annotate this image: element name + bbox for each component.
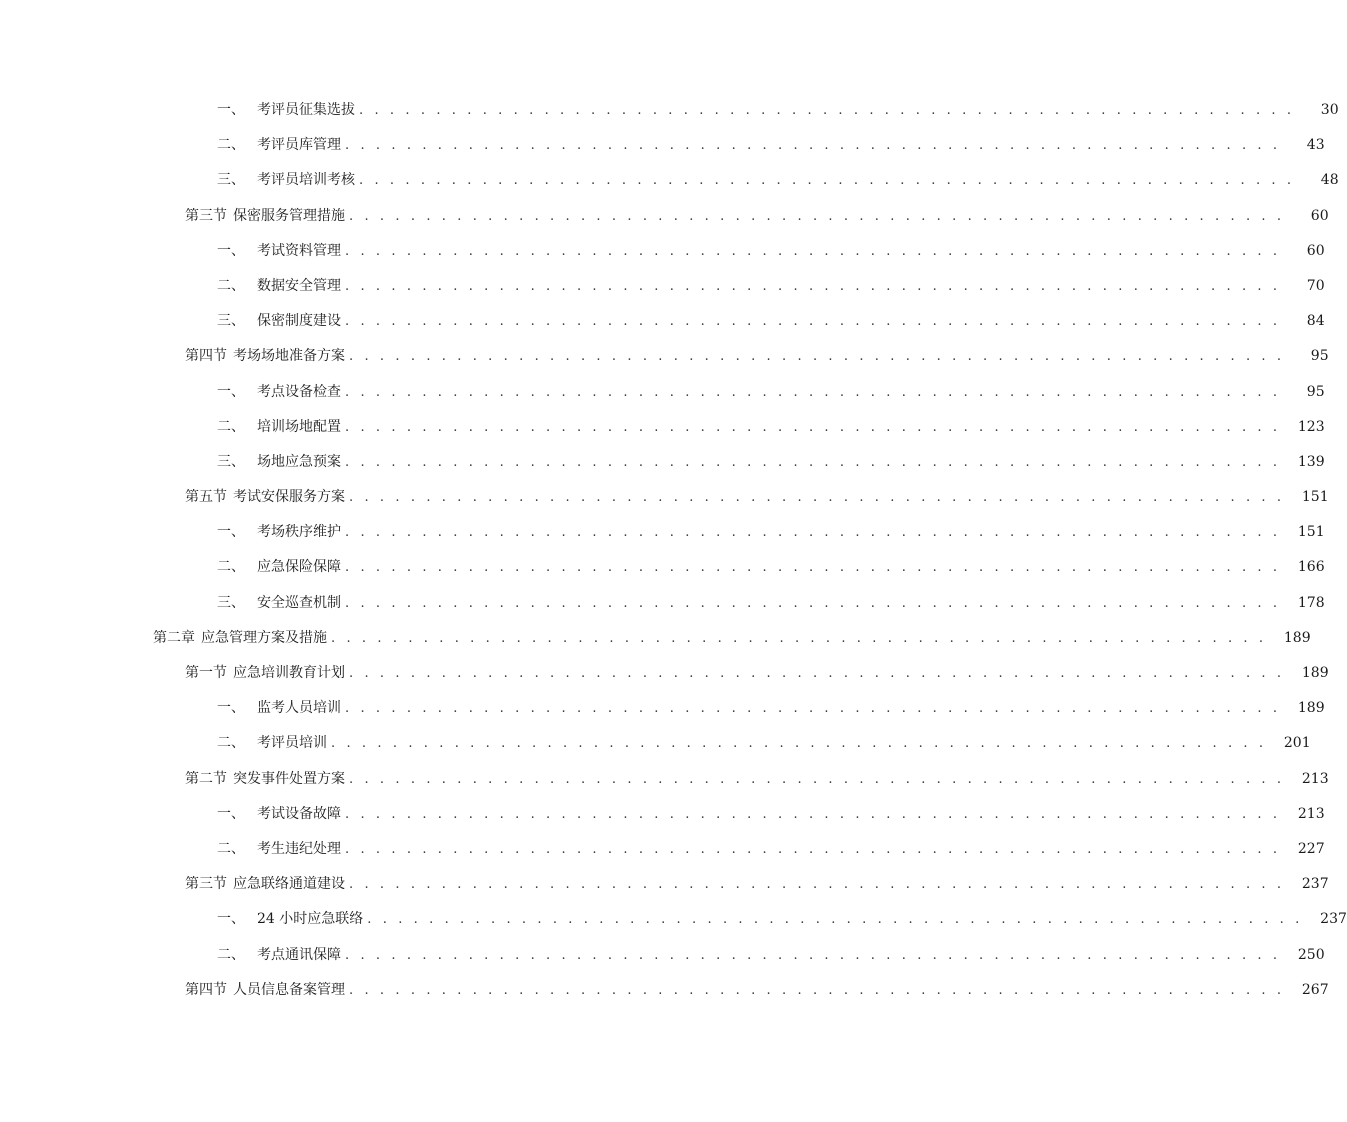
toc-subsection-entry[interactable] [0, 410, 1325, 445]
toc-page-number: 95 [1306, 383, 1325, 400]
toc-subsection-entry[interactable] [0, 691, 1325, 726]
toc-page-number: 213 [1301, 770, 1329, 787]
toc-page-number: 43 [1306, 137, 1325, 154]
toc-entry-number: 二、 [217, 277, 245, 294]
toc-entry-number: 第五节 [185, 489, 227, 506]
toc-page-number: 227 [1297, 840, 1325, 857]
toc-dot-leader: . . . . . . . . . . . . . . . . . . . . . . . . . . . . . . . . . . . . . . . . . . . . . . . . . . . . . . . . . . . . . [345, 314, 1281, 330]
toc-subsection-entry[interactable] [0, 938, 1325, 973]
toc-subsection-entry[interactable] [0, 128, 1325, 163]
toc-dot-leader: . . . . . . . . . . . . . . . . . . . . . . . . . . . . . . . . . . . . . . . . . . . . . . . . . . . . . . . . . . . . . [349, 877, 1285, 893]
toc-entry-number: 一、 [217, 102, 245, 118]
toc-entry-number: 第二节 [185, 770, 227, 787]
toc-dot-leader: . . . . . . . . . . . . . . . . . . . . . . . . . . . . . . . . . . . . . . . . . . . . . . . . . . . . . . . . . . . . . [345, 701, 1281, 717]
toc-dot-leader: . . . . . . . . . . . . . . . . . . . . . . . . . . . . . . . . . . . . . . . . . . . . . . . . . . . . . . . . . . . . . [349, 208, 1285, 224]
toc-entry-title: 应急培训教育计划 [233, 665, 345, 681]
toc-entry-number: 二、 [217, 735, 245, 752]
toc-dot-leader: . . . . . . . . . . . . . . . . . . . . . . . . . . . . . . . . . . . . . . . . . . . . . . . . . . . . . . . . . . . . . [359, 173, 1295, 189]
toc-entry-number: 第四节 [185, 348, 227, 365]
toc-dot-leader: . . . . . . . . . . . . . . . . . . . . . . . . . . . . . . . . . . . . . . . . . . . . . . . . . . . . . . . . . . . . . [349, 349, 1285, 365]
toc-subsection-entry[interactable] [0, 550, 1325, 585]
toc-entry-title: 场地应急预案 [257, 453, 341, 470]
toc-dot-leader: . . . . . . . . . . . . . . . . . . . . . . . . . . . . . . . . . . . . . . . . . . . . . . . . . . . . . . . . . . . . . [345, 560, 1281, 576]
toc-subsection-entry[interactable] [0, 269, 1325, 304]
toc-entry-number: 一、 [217, 383, 245, 400]
toc-entry-number: 二、 [217, 418, 245, 435]
toc-subsection-entry[interactable] [0, 832, 1325, 867]
toc-dot-leader: . . . . . . . . . . . . . . . . . . . . . . . . . . . . . . . . . . . . . . . . . . . . . . . . . . . . . . . . . . . . . [345, 454, 1281, 470]
toc-page-number: 237 [1301, 876, 1329, 893]
toc-page-number: 213 [1297, 805, 1325, 822]
toc-section-entry[interactable] [0, 339, 1329, 374]
toc-page-number: 84 [1306, 313, 1325, 330]
toc-dot-leader: . . . . . . . . . . . . . . . . . . . . . . . . . . . . . . . . . . . . . . . . . . . . . . . . . . . . . . . . . . . . . [345, 947, 1281, 963]
toc-entry-title: 保密制度建设 [257, 313, 341, 330]
toc-entry-title: 考试设备故障 [257, 805, 341, 822]
toc-entry-title: 考点通讯保障 [257, 946, 341, 963]
toc-section-entry[interactable] [0, 762, 1329, 797]
toc-dot-leader: . . . . . . . . . . . . . . . . . . . . . . . . . . . . . . . . . . . . . . . . . . . . . . . . . . . . . . . . . . . . . [331, 630, 1267, 646]
toc-entry-title: 培训场地配置 [257, 418, 341, 435]
toc-dot-leader: . . . . . . . . . . . . . . . . . . . . . . . . . . . . . . . . . . . . . . . . . . . . . . . . . . . . . . . . . . . . . [359, 103, 1295, 118]
toc-page-number: 189 [1301, 665, 1329, 681]
toc-page-number: 151 [1301, 489, 1329, 506]
toc-dot-leader: . . . . . . . . . . . . . . . . . . . . . . . . . . . . . . . . . . . . . . . . . . . . . . . . . . . . . . . . . . . . . [345, 138, 1281, 154]
toc-dot-leader: . . . . . . . . . . . . . . . . . . . . . . . . . . . . . . . . . . . . . . . . . . . . . . . . . . . . . . . . . . . . . [345, 595, 1281, 611]
toc-entry-number: 三、 [217, 172, 245, 189]
toc-subsection-entry[interactable] [0, 726, 1311, 761]
toc-page-number: 267 [1301, 981, 1329, 998]
toc-subsection-entry[interactable] [0, 304, 1325, 339]
toc-dot-leader: . . . . . . . . . . . . . . . . . . . . . . . . . . . . . . . . . . . . . . . . . . . . . . . . . . . . . . . . . . . . . [331, 736, 1267, 752]
toc-entry-number: 第三节 [185, 207, 227, 224]
toc-subsection-entry[interactable] [0, 93, 1339, 128]
toc-page-number: 60 [1306, 242, 1325, 259]
toc-entry-title: 24 小时应急联络 [257, 911, 364, 928]
toc-entry-title: 考评员库管理 [257, 137, 341, 154]
toc-page-number: 123 [1297, 418, 1325, 435]
toc-entry-number: 一、 [217, 524, 245, 541]
toc-entry-number: 一、 [217, 911, 245, 928]
toc-page-number: 95 [1310, 348, 1329, 365]
toc-page-number: 201 [1283, 735, 1311, 752]
toc-entry-title: 考试资料管理 [257, 242, 341, 259]
toc-entry-number: 第一节 [185, 665, 227, 681]
toc-entry-number: 第四节 [185, 981, 227, 998]
toc-entry-number: 二、 [217, 559, 245, 576]
toc-entry-title: 监考人员培训 [257, 700, 341, 717]
toc-entry-title: 考点设备检查 [257, 383, 341, 400]
toc-dot-leader: . . . . . . . . . . . . . . . . . . . . . . . . . . . . . . . . . . . . . . . . . . . . . . . . . . . . . . . . . . . . . [345, 525, 1281, 541]
toc-entry-number: 三、 [217, 453, 245, 470]
toc-page-number: 237 [1320, 911, 1347, 928]
toc-section-entry[interactable] [0, 867, 1329, 902]
toc-entry-number: 第二章 [153, 629, 195, 646]
toc-dot-leader: . . . . . . . . . . . . . . . . . . . . . . . . . . . . . . . . . . . . . . . . . . . . . . . . . . . . . . . . . . . . . [345, 806, 1281, 822]
toc-entry-title: 考场场地准备方案 [233, 348, 345, 365]
toc-entry-title: 考试安保服务方案 [233, 489, 345, 506]
toc-dot-leader: . . . . . . . . . . . . . . . . . . . . . . . . . . . . . . . . . . . . . . . . . . . . . . . . . . . . . . . . . . . . . [345, 841, 1281, 857]
toc-page-number: 166 [1297, 559, 1325, 576]
toc-section-entry[interactable] [0, 973, 1329, 1008]
toc-entry-title: 应急保险保障 [257, 559, 341, 576]
toc-subsection-entry[interactable] [0, 902, 1347, 937]
toc-subsection-entry[interactable] [0, 445, 1325, 480]
toc-page-number: 250 [1297, 946, 1325, 963]
toc-subsection-entry[interactable] [0, 797, 1325, 832]
toc-entry-title: 应急联络通道建设 [233, 876, 345, 893]
toc-entry-number: 二、 [217, 946, 245, 963]
toc-entry-title: 考评员征集选拔 [257, 102, 355, 118]
toc-entry-number: 第三节 [185, 876, 227, 893]
toc-entry-title: 考评员培训考核 [257, 172, 355, 189]
toc-entry-title: 突发事件处置方案 [233, 770, 345, 787]
toc-section-entry[interactable] [0, 480, 1329, 515]
table-of-contents [0, 93, 1347, 1008]
toc-entry-number: 二、 [217, 137, 245, 154]
toc-entry-title: 数据安全管理 [257, 277, 341, 294]
toc-entry-title: 考场秩序维护 [257, 524, 341, 541]
toc-dot-leader: . . . . . . . . . . . . . . . . . . . . . . . . . . . . . . . . . . . . . . . . . . . . . . . . . . . . . . . . . . . . . [345, 243, 1281, 259]
toc-page-number: 48 [1320, 172, 1339, 189]
toc-dot-leader: . . . . . . . . . . . . . . . . . . . . . . . . . . . . . . . . . . . . . . . . . . . . . . . . . . . . . . . . . . . . . [367, 912, 1303, 928]
toc-page-number: 189 [1297, 700, 1325, 717]
toc-subsection-entry[interactable] [0, 586, 1325, 621]
toc-entry-title: 应急管理方案及措施 [201, 629, 327, 646]
toc-subsection-entry[interactable] [0, 515, 1325, 550]
toc-entry-number: 二、 [217, 840, 245, 857]
toc-dot-leader: . . . . . . . . . . . . . . . . . . . . . . . . . . . . . . . . . . . . . . . . . . . . . . . . . . . . . . . . . . . . . [345, 419, 1281, 435]
toc-dot-leader: . . . . . . . . . . . . . . . . . . . . . . . . . . . . . . . . . . . . . . . . . . . . . . . . . . . . . . . . . . . . . [345, 278, 1281, 294]
toc-page-number: 189 [1283, 629, 1311, 646]
toc-entry-number: 三、 [217, 594, 245, 611]
toc-page-number: 178 [1297, 594, 1325, 611]
toc-page-number: 30 [1320, 102, 1339, 118]
toc-chapter-entry[interactable] [0, 621, 1311, 656]
toc-dot-leader: . . . . . . . . . . . . . . . . . . . . . . . . . . . . . . . . . . . . . . . . . . . . . . . . . . . . . . . . . . . . . [349, 490, 1285, 506]
toc-dot-leader: . . . . . . . . . . . . . . . . . . . . . . . . . . . . . . . . . . . . . . . . . . . . . . . . . . . . . . . . . . . . . [349, 982, 1285, 998]
toc-section-entry[interactable] [0, 199, 1329, 234]
toc-dot-leader: . . . . . . . . . . . . . . . . . . . . . . . . . . . . . . . . . . . . . . . . . . . . . . . . . . . . . . . . . . . . . [349, 771, 1285, 787]
toc-subsection-entry[interactable] [0, 234, 1325, 269]
toc-entry-number: 一、 [217, 805, 245, 822]
toc-page-number: 60 [1310, 207, 1329, 224]
toc-entry-number: 一、 [217, 242, 245, 259]
toc-page-number: 139 [1297, 453, 1325, 470]
toc-dot-leader: . . . . . . . . . . . . . . . . . . . . . . . . . . . . . . . . . . . . . . . . . . . . . . . . . . . . . . . . . . . . . [349, 666, 1285, 681]
toc-entry-title: 考评员培训 [257, 735, 327, 752]
toc-entry-title: 安全巡查机制 [257, 594, 341, 611]
toc-entry-title: 保密服务管理措施 [233, 207, 345, 224]
toc-entry-number: 三、 [217, 313, 245, 330]
toc-page-number: 70 [1306, 277, 1325, 294]
toc-subsection-entry[interactable] [0, 163, 1339, 198]
toc-dot-leader: . . . . . . . . . . . . . . . . . . . . . . . . . . . . . . . . . . . . . . . . . . . . . . . . . . . . . . . . . . . . . [345, 384, 1281, 400]
toc-subsection-entry[interactable] [0, 375, 1325, 410]
toc-page-number: 151 [1297, 524, 1325, 541]
toc-entry-title: 人员信息备案管理 [233, 981, 345, 998]
toc-section-entry[interactable] [0, 656, 1329, 691]
toc-entry-number: 一、 [217, 700, 245, 717]
toc-entry-title: 考生违纪处理 [257, 840, 341, 857]
